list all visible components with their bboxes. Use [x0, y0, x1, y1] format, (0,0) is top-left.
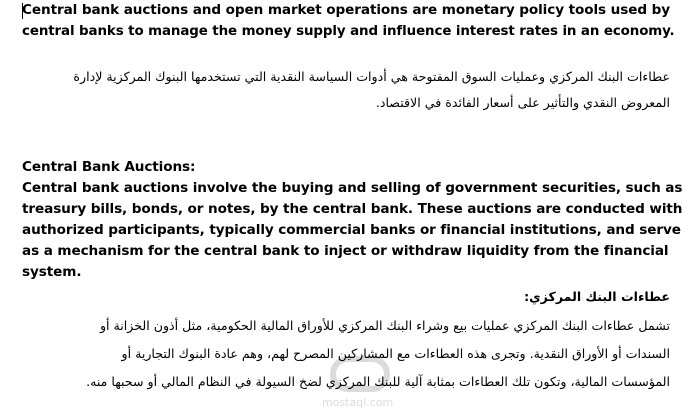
section-ar-line-3: المؤسسات المالية، وتكون تلك العطاءات بمثابة آلية للبنك المركزي لضخ السيولة في النظام المالي أو سحبها منه. [86, 374, 670, 389]
watermark-text: mostaql.com [322, 396, 394, 409]
section-ar-line-1: تشمل عطاءات البنك المركزي عمليات بيع وشراء البنك المركزي للأوراق المالية الحكومية، مثل أذون الخزانة أو [99, 318, 670, 333]
intro-ar-line-1: عطاءات البنك المركزي وعمليات السوق المفتوحة هي أدوات السياسة النقدية التي تستخدمها البنوك المركزية لإدارة [73, 69, 670, 84]
section-en-line-4: as a mechanism for the central bank to inject or withdraw liquidity from the financial [22, 243, 669, 259]
section-heading: Central Bank Auctions: [22, 159, 196, 175]
section-en-line-3: authorized participants, typically commercial banks or financial institutions, and serve [22, 222, 681, 238]
intro-en-line-2: central banks to manage the money supply and influence interest rates in an economy. [22, 24, 675, 39]
section-en-line-2: treasury bills, bonds, or notes, by the central bank. These auctions are conducted with [22, 201, 683, 217]
section-ar-heading: عطاءات البنك المركزي: [524, 289, 670, 304]
intro-en-line-1: Central bank auctions and open market operations are monetary policy tools used by [22, 2, 670, 18]
section-en-line-1: Central bank auctions involve the buying and selling of government securities, such as [22, 180, 683, 196]
section-en-line-5: system. [22, 264, 82, 280]
section-ar-line-2: السندات أو الأوراق النقدية. وتجرى هذه العطاءات مع المشاركين المصرح لهم، وهم عادة البنوك التجارية أو [121, 346, 670, 361]
intro-ar-line-2: المعروض النقدي والتأثير على أسعار الفائدة في الاقتصاد. [375, 95, 670, 110]
